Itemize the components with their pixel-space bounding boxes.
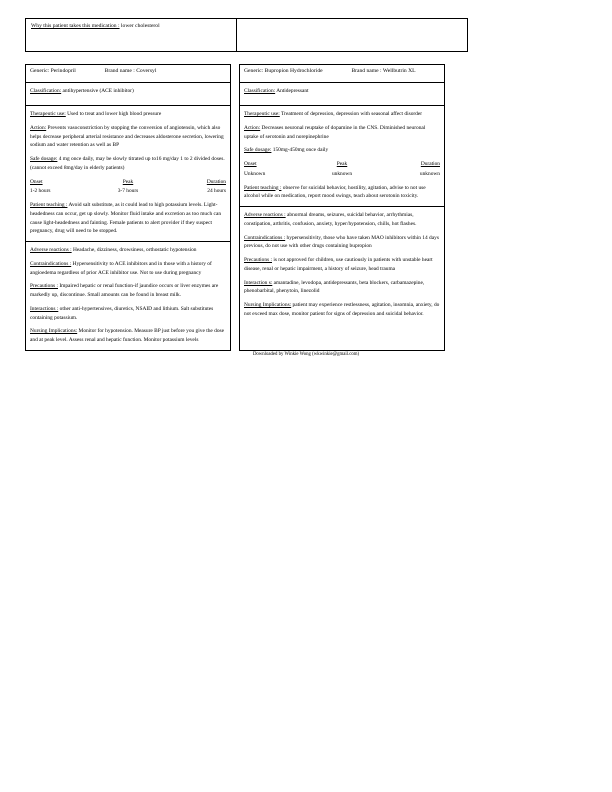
safe-dosage-label: Safe dosage: xyxy=(244,147,272,154)
contraindications-label: Contraindications : xyxy=(30,260,72,267)
classification-value: antihypertensive (ACE inhibitor) xyxy=(62,88,134,94)
card-header xyxy=(26,65,230,83)
onset-peak-duration-values xyxy=(30,187,226,196)
drug-card-bupropion xyxy=(239,64,445,351)
adverse-label: Adverse reactions : xyxy=(30,247,72,253)
interactions-value: amantadine, levodopa, antidepressants, beta blockers, carbamazepine, phenobarbital, phenytoin, linezolid xyxy=(244,279,425,295)
onset-value: Unknown xyxy=(244,170,266,177)
patient-teaching-label: Patient teaching : xyxy=(30,202,68,208)
precautions-value: Impaired hepatic or renal function-if jaundice occurs or liver enzymes are markedly up, discontinue. Small amounts can be found in breast milk. xyxy=(30,283,219,298)
peak-value: unknown xyxy=(331,170,353,177)
onset-peak-duration-values xyxy=(244,170,440,179)
onset-value: 1-2 hours xyxy=(30,188,51,195)
generic-name: Bupropion Hydrochloride xyxy=(264,68,323,74)
classification-label: Classification: xyxy=(30,88,62,94)
nursing-value: patient may experience restlessness, agitation, insomnia, anxiety, do not exceed max dose, monitor patient for signs of depression and suicidal behavior. xyxy=(244,302,440,317)
onset-label: Onset xyxy=(30,178,43,185)
safe-dosage-label: Safe dosage: xyxy=(30,156,58,162)
classification-label: Classification: xyxy=(244,88,276,94)
onset-label: Onset xyxy=(244,161,257,167)
contraindications-value: Hypersensitivity to ACE inhibitors and in those with a history of angioedema regardless of prior ACE inhibitor use. Not to use during pregnancy xyxy=(30,260,212,276)
action-value: Decreases neuronal reuptake of dopamine in the CNS. Diminished neuronal uptake of serotonin and norepinephrine xyxy=(244,124,426,140)
contraindications-label: Contraindications : xyxy=(244,234,286,241)
precautions-label: Precautions : xyxy=(244,257,272,263)
patient-teaching-value: Avoid salt substitute, as it could lead to high potassium levels. Light-headedness can occur, get up slowly. Monitor fluid intake and excretion as too much can cause light-headedness and fainting. Female patients to alert provider if they suspect pregnancy, drug will need to be stopped. xyxy=(30,202,222,235)
drug-cards xyxy=(25,64,445,351)
duration-label: Duration xyxy=(206,178,226,185)
nursing-value: Monitor for hypotension. Measure BP just before you give the dose and at peak level. Assess renal and hepatic function. Monitor potassium levels xyxy=(30,328,225,343)
interactions-label: Interaction s: xyxy=(244,279,273,286)
generic-label: Generic: xyxy=(244,68,264,74)
duration-label: Duration xyxy=(420,161,440,167)
precautions-label: Precautions : xyxy=(30,283,58,290)
peak-value: 3-7 hours xyxy=(117,188,139,195)
card-header xyxy=(240,65,444,83)
action-value: Prevents vasoconstriction by stopping the conversion of angiotensin, which also helps decrease peripheral arterial resistance and decreases aldosterone secretion, lowering sodium and water retention as well as BP xyxy=(30,124,224,149)
adverse-section xyxy=(240,207,444,324)
generic-label: Generic: xyxy=(30,68,50,74)
peak-label: Peak xyxy=(122,178,134,185)
classification-value: Antidepressant xyxy=(276,88,309,94)
brand-label: Brand name : xyxy=(351,68,382,74)
adverse-value: Headache, dizziness, drowsiness, orthostatic hypotension xyxy=(72,247,197,253)
duration-value: 24 hours xyxy=(207,188,226,195)
precautions-value: is not approved for children, use cautiously in patients with unstable heart disease, renal or hepatic impairment, a history of seizure, head trauma xyxy=(244,257,433,272)
adverse-section xyxy=(26,242,230,350)
drug-card-perindopril xyxy=(25,64,231,351)
generic-name: Perindopril xyxy=(50,68,76,74)
download-footer: Downloaded by Winkie Wong (wkwinkie@gmail.com) xyxy=(252,352,360,357)
patient-teaching-label: Patient teaching : xyxy=(244,184,282,191)
therapeutic-value: Used to treat and lower high blood pressure xyxy=(67,111,162,117)
safe-dosage-value: 4 mg once daily, may be slowly titrated up to16 mg/day 1 to 2 divided doses. (cannot exceed 8mg/day in elderly patients) xyxy=(30,156,225,171)
classification-section xyxy=(26,83,230,106)
peak-label: Peak xyxy=(336,161,348,167)
brand-label: Brand name : xyxy=(104,68,135,74)
therapeutic-action-section xyxy=(240,106,444,207)
duration-value: unknown xyxy=(419,170,440,177)
therapeutic-value: Treatment of depression, depression with seasonal affect disorder xyxy=(281,111,423,117)
interactions-label: Interactions : xyxy=(30,305,59,312)
adverse-label: Adverse reactions : xyxy=(244,212,286,218)
therapeutic-label: Therapeutic use: xyxy=(244,111,280,117)
nursing-label: Nursing Implications: xyxy=(244,302,292,308)
question-table xyxy=(25,18,468,52)
therapeutic-label: Therapeutic use: xyxy=(30,111,66,117)
question-answer: lower cholesterol xyxy=(120,23,160,29)
onset-peak-duration-header xyxy=(244,160,440,169)
adverse-value: abnormal dreams, seizures, suicidal behavior, arrhythmias, constipation, arthritis, confusion, anxiety, hyper/hypotension, chills, hot flashes. xyxy=(244,212,417,227)
nursing-label: Nursing Implications: xyxy=(30,328,78,335)
interactions-value: other anti-hypertensives, diuretics, NSAID and lithium. Salt substitutes containing potassium. xyxy=(30,305,214,321)
action-label: Action: xyxy=(244,124,261,131)
question-label: Why this patient takes this medication : xyxy=(31,23,120,29)
classification-section xyxy=(240,83,444,106)
contraindications-value: hypersensitivity, those who have taken MAO inhibitors within 14 days previous, do not use with other drugs containing bupropion xyxy=(244,234,439,250)
therapeutic-action-section xyxy=(26,106,230,242)
question-cell xyxy=(26,19,237,52)
onset-peak-duration-header xyxy=(30,178,226,187)
table-row xyxy=(26,19,468,52)
brand-name: Wellbutrin XL xyxy=(382,68,416,74)
answer-cell xyxy=(237,19,468,52)
brand-name: Coversyl xyxy=(136,68,157,74)
action-label: Action: xyxy=(30,124,47,131)
safe-dosage-value: 150mg-450mg once daily xyxy=(272,147,329,154)
patient-teaching-value: observe for suicidal behavior, hostility, agitation, advise to not use alcohol while on medication, report mood swings, teach about serotonin toxicity. xyxy=(244,184,426,200)
